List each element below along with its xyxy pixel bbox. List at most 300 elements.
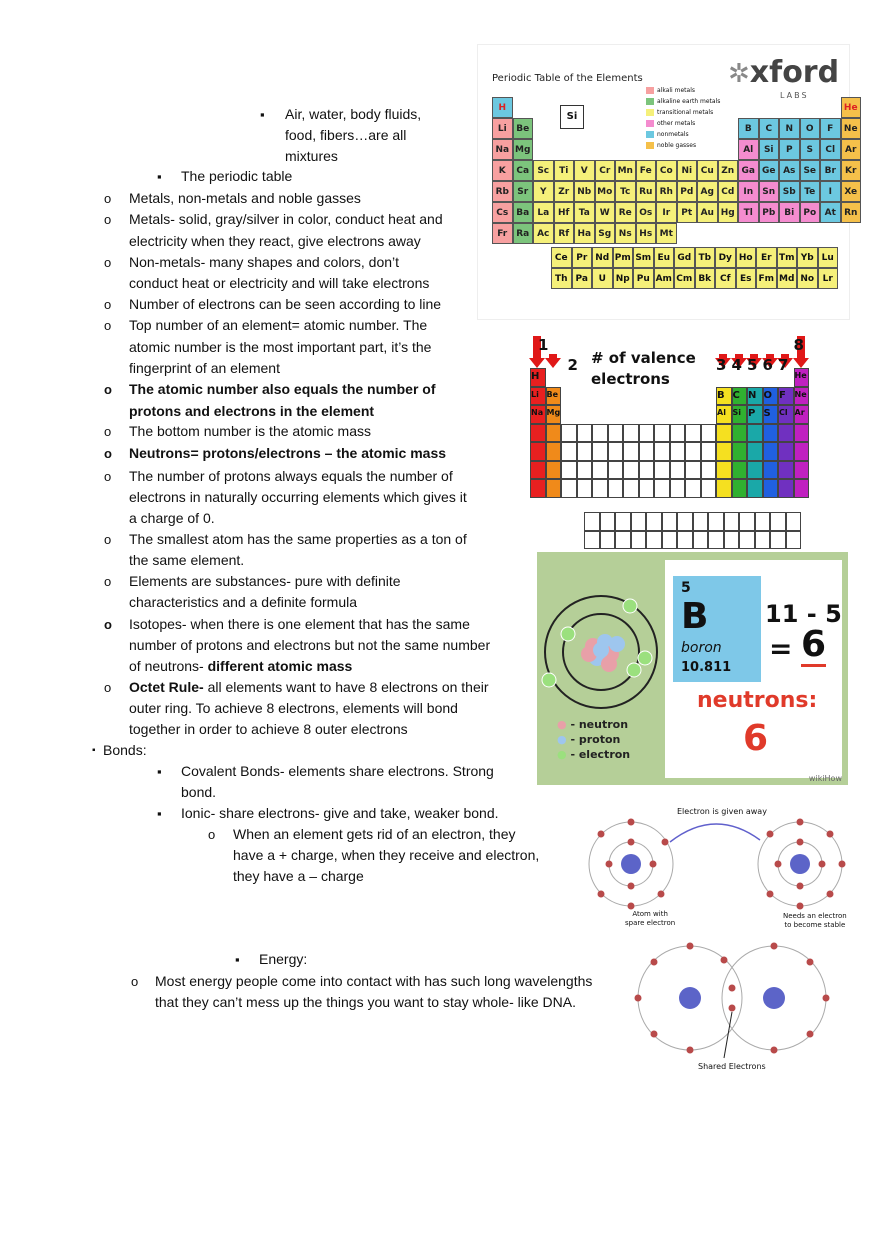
element-cell: Si (759, 139, 780, 160)
element-cell: H (492, 97, 513, 118)
element-cell: Eu (654, 247, 675, 268)
valence-number: 8 (793, 336, 804, 354)
neutrons-label: neutrons: (697, 688, 818, 713)
element-cell: Tc (615, 181, 636, 202)
valence-cell (701, 479, 717, 498)
legend-electron-label: - electron (570, 748, 631, 761)
boron-mass: 10.811 (681, 660, 732, 675)
neutrons-value: 6 (743, 718, 769, 759)
element-cell: Pd (677, 181, 698, 202)
element-cell: Mo (595, 181, 616, 202)
element-cell: P (779, 139, 800, 160)
element-cell: Os (636, 202, 657, 223)
element-cell: Es (736, 268, 757, 289)
valence-cell (724, 512, 740, 531)
element-cell: Se (800, 160, 821, 181)
element-cell: Mt (656, 223, 677, 244)
valence-cell (561, 461, 577, 480)
bottom-number: The bottom number is the atomic mass (129, 423, 371, 439)
element-cell: Ag (697, 181, 718, 202)
ionic-right-label (783, 912, 847, 930)
legend-swatch (646, 98, 654, 105)
covalent-nucleus-right (763, 987, 785, 1009)
valence-cell (662, 512, 678, 531)
valence-cell (763, 479, 779, 498)
element-cell: Er (756, 247, 777, 268)
element-cell: Li (492, 118, 513, 139)
element-cell: Cd (718, 181, 739, 202)
ionic-left-label (625, 910, 675, 928)
valence-cell (608, 442, 624, 461)
smallest-atom-2: the same element. (129, 552, 245, 568)
bullet-square: ▪ (157, 169, 162, 184)
valence-cell (623, 461, 639, 480)
element-cell: Mn (615, 160, 636, 181)
bullet-square: ▪ (157, 806, 162, 821)
valence-cell (739, 531, 755, 550)
valence-cell (600, 512, 616, 531)
valence-cell (747, 461, 763, 480)
element-cell: Ni (677, 160, 698, 181)
shared-pointer (724, 1012, 732, 1058)
isotopes-bold: different atomic mass (207, 658, 353, 674)
legend-swatch (646, 142, 654, 149)
valence-number: 5 (747, 356, 758, 374)
valence-cell (546, 424, 562, 443)
element-cell: Po (800, 202, 821, 223)
bullet-circle: o (104, 532, 112, 547)
transfer-arrow (670, 824, 760, 842)
bullet-circle: o (104, 617, 112, 632)
bullet-circle: o (104, 382, 112, 397)
valence-symbol: P (748, 408, 756, 419)
valence-cell (631, 531, 647, 550)
valence-cell (530, 442, 546, 461)
element-cell: Co (656, 160, 677, 181)
element-cell: Ga (738, 160, 759, 181)
nucleus-right (790, 854, 810, 874)
logo-subtitle: LABS (780, 91, 809, 100)
boron-equals: = (769, 632, 793, 665)
valence-cell (530, 479, 546, 498)
bullet-square: ▪ (157, 764, 162, 779)
boron-tile (673, 576, 761, 682)
valence-title-2: electrons (591, 370, 670, 388)
element-cell: Am (654, 268, 675, 289)
valence-symbol: O (763, 389, 773, 401)
element-cell: Sr (513, 181, 534, 202)
element-cell: Pt (677, 202, 698, 223)
valence-cell (577, 424, 593, 443)
element-cell: Y (533, 181, 554, 202)
valence-symbol: S (763, 408, 771, 419)
valence-symbol: C (732, 389, 740, 401)
valence-cell (608, 461, 624, 480)
element-cell: Sm (633, 247, 654, 268)
valence-cell (654, 479, 670, 498)
valence-symbol: F (779, 389, 786, 401)
logo-star-icon: ✲ (728, 59, 750, 89)
element-cell: Ca (513, 160, 534, 181)
valence-cell (577, 479, 593, 498)
legend-item (646, 87, 695, 94)
covalent-figure (620, 940, 850, 1075)
valence-cell (794, 479, 810, 498)
legend-label: noble gasses (657, 142, 697, 149)
element-cell: Au (697, 202, 718, 223)
element-cell: Sb (779, 181, 800, 202)
covalent-nucleus-left (679, 987, 701, 1009)
element-cell: Zr (554, 181, 575, 202)
valence-cell (670, 442, 686, 461)
valence-cell (654, 424, 670, 443)
element-cell: Rb (492, 181, 513, 202)
valence-cell (592, 479, 608, 498)
element-cell: Br (820, 160, 841, 181)
legend-item (646, 131, 689, 138)
element-cell: Ti (554, 160, 575, 181)
valence-symbol: Al (717, 408, 726, 417)
element-cell: No (797, 268, 818, 289)
valence-cell (584, 512, 600, 531)
valence-symbol: Cl (779, 408, 788, 417)
valence-cell (546, 479, 562, 498)
valence-cell (546, 442, 562, 461)
ionic-figure (585, 802, 850, 934)
valence-cell (623, 442, 639, 461)
valence-cell (561, 479, 577, 498)
element-cell: Ar (841, 139, 862, 160)
valence-cell (670, 461, 686, 480)
element-cell: Pr (572, 247, 593, 268)
legend-item (646, 120, 695, 127)
boron-legend (557, 717, 630, 762)
element-cell: Rh (656, 181, 677, 202)
top-number-2: atomic number is the most important part, it’s the (129, 339, 432, 355)
element-cell: Pb (759, 202, 780, 223)
legend-label: transitional metals (657, 109, 714, 116)
legend-proton: ● - proton (557, 733, 621, 746)
valence-cell (623, 424, 639, 443)
element-cell: Cs (492, 202, 513, 223)
bullet-circle: o (104, 318, 112, 333)
periodic-table-title: Periodic Table of the Elements (492, 73, 643, 84)
valence-number: 4 (731, 356, 742, 374)
valence-cell (701, 461, 717, 480)
element-cell: Gd (674, 247, 695, 268)
legend-label: alkaline earth metals (657, 98, 721, 105)
element-cell: Ns (615, 223, 636, 244)
valence-symbol: B (717, 389, 725, 401)
element-cell: Te (800, 181, 821, 202)
valence-cell (685, 424, 701, 443)
valence-symbol: Ne (794, 389, 807, 399)
valence-symbol: N (748, 389, 757, 401)
legend-item (646, 142, 696, 149)
legend-label: nonmetals (657, 131, 689, 138)
valence-cell (716, 424, 732, 443)
bullet-square: ▪ (235, 952, 240, 967)
ionic-left-label-2: spare electron (625, 919, 676, 927)
element-cell: Cl (820, 139, 841, 160)
ionic-top-label: Electron is given away (677, 807, 767, 816)
boron-name: boron (681, 640, 722, 656)
valence-cell (770, 512, 786, 531)
valence-cell (770, 531, 786, 550)
element-cell: Cu (697, 160, 718, 181)
bullet-circle: o (104, 297, 112, 312)
covalent-orbits (638, 946, 826, 1050)
element-cell: Ne (841, 118, 862, 139)
atomic-equals-1: The atomic number also equals the number of (129, 381, 436, 397)
ionic-left-label-1: Atom with (632, 910, 668, 918)
energy-desc-1: Most energy people come into contact with has such long wavelengths (155, 973, 593, 989)
valence-cell (755, 512, 771, 531)
valence-cell (693, 512, 709, 531)
element-cell: C (759, 118, 780, 139)
legend-swatch (646, 120, 654, 127)
octet-1 (129, 677, 489, 698)
shared-electrons-label: Shared Electrons (698, 1062, 766, 1071)
element-cell: Al (738, 139, 759, 160)
element-cell: Ta (574, 202, 595, 223)
valence-cell (747, 479, 763, 498)
element-cell: S (800, 139, 821, 160)
valence-cell (677, 531, 693, 550)
protons-equal-3: a charge of 0. (129, 510, 215, 526)
element-cell: Lr (818, 268, 839, 289)
ionic-sub-2: have a + charge, when they receive and electron, (233, 847, 540, 863)
element-cell: Cm (674, 268, 695, 289)
valence-number: 1 (538, 336, 549, 354)
valence-cell (639, 442, 655, 461)
legend-item (646, 98, 720, 105)
valence-cell (693, 531, 709, 550)
element-cell: La (533, 202, 554, 223)
element-cell: Rf (554, 223, 575, 244)
valence-cell (530, 461, 546, 480)
top-number-3: fingerprint of an element (129, 360, 280, 376)
metals-groups: Metals, non-metals and noble gasses (129, 190, 361, 206)
valence-figure (525, 334, 815, 544)
valence-cell (615, 531, 631, 550)
covalent-diagram (620, 940, 850, 1075)
element-cell: He (841, 97, 862, 118)
element-cell: Ra (513, 223, 534, 244)
element-cell: Tl (738, 202, 759, 223)
element-cell: Rn (841, 202, 862, 223)
bullet-circle: o (104, 191, 112, 206)
bullet-square: ▪ (260, 107, 265, 122)
valence-title-1: # of valence (591, 349, 696, 367)
legend-item (646, 109, 713, 116)
mixtures-line-1: Air, water, body fluids, (285, 106, 422, 122)
protons-equal-2: electrons in naturally occurring elements which gives it (129, 489, 467, 505)
bullet-circle: o (104, 574, 112, 589)
valence-symbol: H (531, 371, 540, 382)
valence-cell (786, 512, 802, 531)
bullet-circle: o (104, 255, 112, 270)
valence-cell (763, 461, 779, 480)
element-cell: Fe (636, 160, 657, 181)
logo-text: xford (749, 55, 840, 90)
valence-cell (608, 424, 624, 443)
valence-cell (592, 442, 608, 461)
element-cell: I (820, 181, 841, 202)
valence-cell (577, 442, 593, 461)
valence-cell (786, 531, 802, 550)
bullet-circle: o (104, 212, 112, 227)
element-cell: Sn (759, 181, 780, 202)
valence-cell (584, 531, 600, 550)
covalent-electrons (635, 943, 830, 1054)
isotopes-1: Isotopes- when there is one element that has the same (129, 616, 470, 632)
valence-cell (708, 531, 724, 550)
boron-calc: 11 - 5 (765, 600, 842, 628)
element-cell: Mg (513, 139, 534, 160)
isotopes-3-text: of neutrons- (129, 658, 208, 674)
ionic-sub-1: When an element gets rid of an electron, they (233, 826, 516, 842)
ionic-right-label-1: Needs an electron (783, 912, 847, 920)
boron-symbol: B (681, 596, 709, 637)
valence-cell (561, 424, 577, 443)
element-cell: Fm (756, 268, 777, 289)
valence-cell (794, 461, 810, 480)
element-cell: Xe (841, 181, 862, 202)
valence-cell (778, 461, 794, 480)
valence-cell (701, 424, 717, 443)
valence-cell (654, 461, 670, 480)
element-cell: Th (551, 268, 572, 289)
mixtures-line-2: food, fibers…are all (285, 127, 407, 143)
element-cell: Ac (533, 223, 554, 244)
element-cell: Re (615, 202, 636, 223)
element-cell: Ru (636, 181, 657, 202)
valence-number: 2 (567, 356, 578, 374)
legend-proton-label: - proton (570, 733, 621, 746)
element-cell: Md (777, 268, 798, 289)
valence-cell (732, 479, 748, 498)
element-cell: At (820, 202, 841, 223)
energy-desc-2: that they can’t mess up the things you want to stay whole- like DNA. (155, 994, 576, 1010)
element-cell: O (800, 118, 821, 139)
bullet-circle: o (104, 680, 112, 695)
legend-swatch (646, 109, 654, 116)
legend-swatch (646, 87, 654, 94)
bullet-circle: o (131, 974, 139, 989)
metals-desc-2: electricity when they react, give electrons away (129, 233, 421, 249)
energy-heading: Energy: (259, 951, 308, 967)
bullet-circle: o (104, 424, 112, 439)
valence-cell (577, 461, 593, 480)
element-cell: V (574, 160, 595, 181)
periodic-table-heading: The periodic table (181, 168, 293, 184)
valence-cell (623, 479, 639, 498)
oxford-logo (728, 55, 839, 90)
bullet-circle: o (208, 827, 216, 842)
element-cell: Cr (595, 160, 616, 181)
element-cell: Ir (656, 202, 677, 223)
valence-number: 7 (778, 356, 789, 374)
valence-cell (646, 512, 662, 531)
valence-cell (763, 424, 779, 443)
metals-desc-1: Metals- solid, gray/silver in color, conduct heat and (129, 211, 443, 227)
valence-cell (639, 479, 655, 498)
top-number-1: Top number of an element= atomic number. The (129, 317, 428, 333)
valence-symbol: Na (531, 408, 544, 417)
element-cell: Nd (592, 247, 613, 268)
element-cell: Ge (759, 160, 780, 181)
valence-cell (639, 424, 655, 443)
boron-atom-diagram (537, 572, 667, 732)
nonmetals-desc-2: conduct heat or electricity and will take electrons (129, 275, 430, 291)
neutrons-formula: Neutrons= protons/electrons – the atomic mass (129, 445, 447, 461)
element-cell: Pu (633, 268, 654, 289)
element-cell: Bi (779, 202, 800, 223)
nucleus (581, 634, 625, 672)
element-cell: Bk (695, 268, 716, 289)
ionic-right-label-2: to become stable (784, 921, 846, 929)
valence-cell (608, 479, 624, 498)
valence-cell (732, 461, 748, 480)
valence-cell (662, 531, 678, 550)
element-cell: Tm (777, 247, 798, 268)
valence-cell (747, 442, 763, 461)
element-cell: Fr (492, 223, 513, 244)
isotopes-3 (129, 656, 352, 677)
valence-cell (778, 424, 794, 443)
legend-label: alkali metals (657, 87, 695, 94)
valence-cell (794, 424, 810, 443)
valence-cell (708, 512, 724, 531)
element-cell: Hs (636, 223, 657, 244)
bullet-circle: o (104, 446, 112, 461)
element-cell: W (595, 202, 616, 223)
valence-cell (778, 442, 794, 461)
bullet-circle: o (104, 469, 112, 484)
valence-symbol: Mg (546, 408, 561, 417)
valence-cell (677, 512, 693, 531)
legend-swatch (646, 131, 654, 138)
element-cell: As (779, 160, 800, 181)
valence-symbol: Be (546, 389, 559, 399)
mixtures-line-3: mixtures (285, 148, 338, 164)
octet-1-text: all elements want to have 8 electrons on their (203, 679, 489, 695)
nonmetals-desc-1: Non-metals- many shapes and colors, don’t (129, 254, 400, 270)
valence-arrowhead-icon (793, 358, 809, 368)
ionic-sub-3: they have a – charge (233, 868, 364, 884)
element-cell: F (820, 118, 841, 139)
element-cell: Ce (551, 247, 572, 268)
element-cell: Dy (715, 247, 736, 268)
valence-cell (701, 442, 717, 461)
boron-result: 6 (801, 624, 827, 665)
boron-number: 5 (681, 580, 691, 596)
valence-cell (639, 461, 655, 480)
valence-cell (716, 442, 732, 461)
valence-cell (600, 531, 616, 550)
element-cell: In (738, 181, 759, 202)
isotopes-2: number of protons and electrons but not the same number (129, 637, 491, 653)
legend-electron: ● - electron (557, 748, 631, 761)
valence-cell (592, 461, 608, 480)
valence-cell (685, 461, 701, 480)
element-cell: Nb (574, 181, 595, 202)
covalent-2: bond. (181, 784, 217, 800)
valence-number: 6 (762, 356, 773, 374)
valence-cell (646, 531, 662, 550)
valence-arrowhead-icon (545, 358, 561, 368)
